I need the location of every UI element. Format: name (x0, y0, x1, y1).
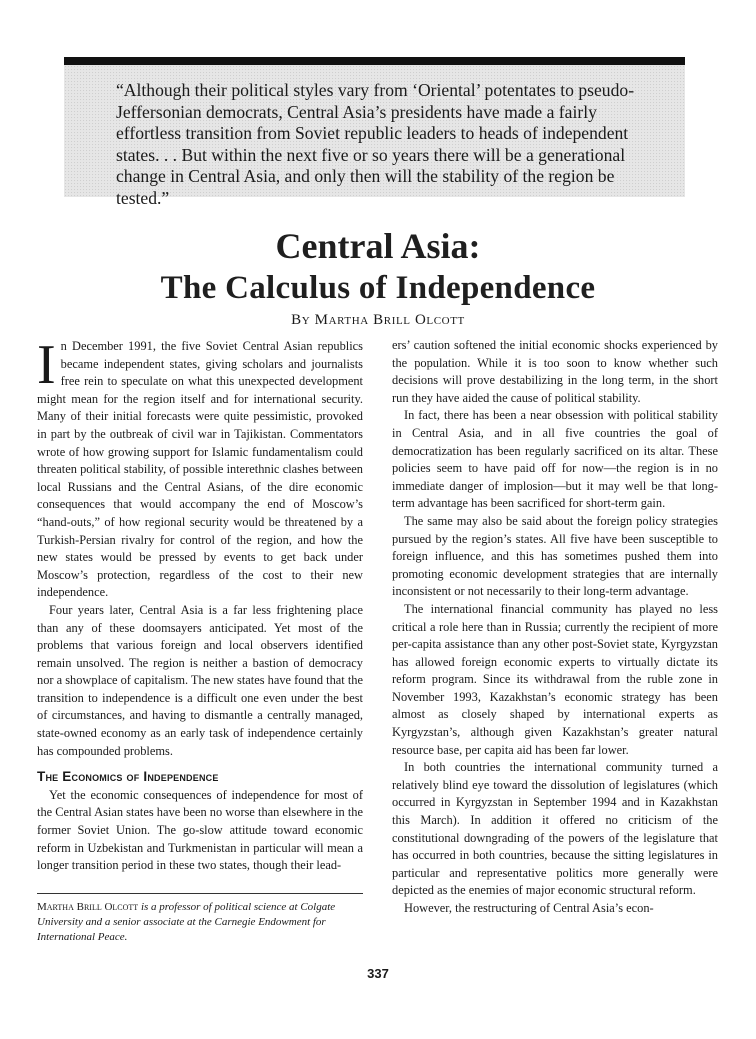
page-number: 337 (367, 966, 389, 981)
paragraph-5: In fact, there has been a near obsession with political stability in Central Asia, and in all five countries the goal of democratization has been regularly sacrificed on its altar. These policies seem to have paid off for now—the region is in no immediate danger of implosion—but it may well be that long-term advantage has been sacrificed for short-term gain. (392, 408, 718, 511)
byline: By Martha Brill Olcott (291, 312, 465, 328)
title-line-2: The Calculus of Independence (160, 270, 596, 306)
header-rule (64, 57, 685, 65)
footnote-text: is a professor of political science at Colgate University and a senior associate at the Carnegie Endowment for International Peace. (37, 900, 336, 943)
paragraph-3: Yet the economic consequences of independence for most of the Central Asian states have been no worse than elsewhere in the former Soviet Union. The go-slow attitude toward economic reform in Uzbekistan and Turkmenistan in particular will mean a longer transition period in these two states, though their lead- (37, 787, 363, 873)
left-column (37, 334, 363, 945)
paragraph-8: In both countries the international community turned a relatively blind eye toward the dissolution of legislatures (which occurred in Kyrgyzstan in September 1994 and in Kazakhstan this March). In addition it offered no criticism of the constitutional downgrading of the powers of the legislature that has occurred in both countries, because the sitting legislatures in particular and representative politics more generally were depicted as the enemies of major economic structural reform. (392, 760, 718, 898)
title-line-1: Central Asia: (275, 226, 481, 266)
paragraph-1 (37, 334, 363, 602)
paragraph-6: The same may also be said about the foreign policy strategies pursued by the region’s states. All five have been susceptible to foreign influence, and this has sometimes pushed them into promoting economic development strategies that are internally inconsistent or not necessarily to their long-term advantage. (392, 513, 718, 599)
section-heading: The Economics of Independence (37, 769, 219, 785)
paragraph-9: However, the restructuring of Central Asia’s econ- (404, 901, 654, 915)
paragraph-1-text: n December 1991, the five Soviet Central Asian republics became independent states, giving scholars and journalists free rein to speculate on what this unexpected development might mean for the region itself and for international security. Many of their initial forecasts were quite pessimistic, provoked in part by the outbreak of civil war in Tajikistan. Commentators wrote of how growing support for Islamic fundamentalism could threaten political stability, of possible interethnic clashes between local Russians and the Central Asians, of the dire economic consequences that would accompany the end of Moscow’s “hand-outs,” of how regional security would be threatened by a Turkish-Persian rivalry for control of the region, and how the new states would be pressed by events to get back under Moscow’s protection, regardless of the cost to their new independence. (37, 339, 363, 600)
right-column (392, 337, 718, 918)
footnote-rule (37, 893, 363, 894)
footnote-author-name: Martha Brill Olcott (37, 900, 139, 913)
paragraph-2: Four years later, Central Asia is a far less frightening place than any of these doomsayers anticipated. Yet most of the problems that various foreign and local observers identified remain unsolved. The region is neither a bastion of democracy nor a showplace of capitalism. The new states have found that the transition to independence is a difficult one even under the best of circumstances, and having to dismantle a centrally managed, state-owned economy as an early task of independence certainly has compounded problems. (37, 602, 363, 758)
paragraph-4: ers’ caution softened the initial economic shocks experienced by the population. While it is too soon to know whether such decisions will prove destabilizing in the long term, in the short run they have aided the cause of political stability. (392, 338, 718, 405)
drop-cap: I (37, 334, 56, 396)
pull-quote: “Although their political styles vary from ‘Oriental’ potentates to pseudo-Jeffersonian democrats, Central Asia’s presidents have made a fairly effortless transition from Soviet republic leaders to heads of independent states. . . But within the next five or so years there will be a generational change in Central Asia, and only then will the stability of the region be tested.” (116, 80, 635, 208)
author-footnote (37, 900, 363, 945)
paragraph-7: The international financial community has played no less critical a role here than in Russia; currently the recipient of more per-capita assistance than any other post-Soviet state, Kyrgyzstan has allowed foreign economic experts to virtually dictate its reform program. Since its withdrawal from the ruble zone in November 1993, Kazakhstan’s economic strategy has been almost as closely shaped by international experts as Kyrgyzstan’s, although given Kazakhstan’s greater natural resource base, per capita aid has been far lower. (392, 601, 718, 757)
